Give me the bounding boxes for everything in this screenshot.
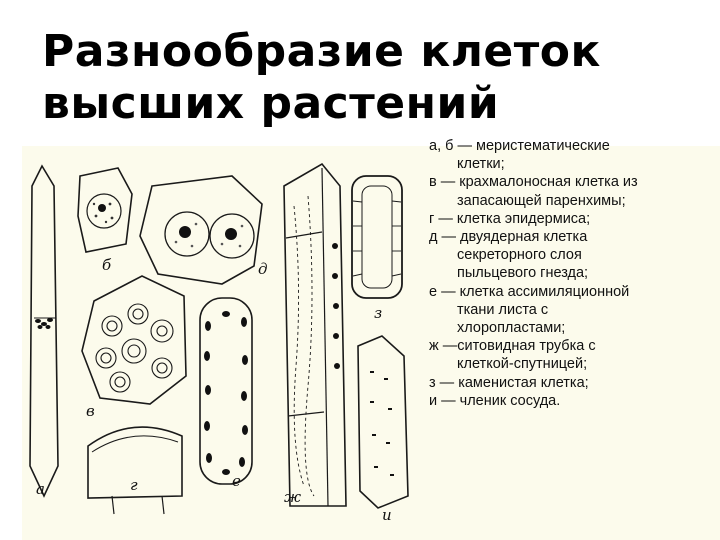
legend-item-a-b: а, б — меристематические клетки; <box>429 138 610 173</box>
label-b: б <box>102 256 112 274</box>
label-z: з <box>374 304 383 322</box>
legend-item-i: и — членик сосуда. <box>429 392 561 409</box>
legend-item-zh: ж —ситовидная трубка с клеткой-спутницей; <box>429 338 596 373</box>
cell-zh <box>284 164 346 506</box>
cell-d <box>140 176 262 284</box>
cell-b <box>78 168 132 252</box>
label-a: а <box>36 480 45 498</box>
cell-z <box>352 176 402 298</box>
cell-a-chromosomes <box>35 318 53 329</box>
cells-illustration <box>22 146 422 522</box>
label-e: е <box>232 472 241 490</box>
cell-g <box>88 427 182 514</box>
label-zh: ж <box>284 488 302 506</box>
legend-item-d: д — двуядерная клетка секреторного слоя пыльцевого гнезда; <box>429 229 589 282</box>
legend-item-g: г — клетка эпидермиса; <box>429 210 591 227</box>
cell-e <box>200 298 252 484</box>
cell-a <box>30 166 58 496</box>
label-v: в <box>86 402 95 420</box>
title-line-1: Разнообразие клеток <box>42 26 601 77</box>
legend-list <box>429 137 719 410</box>
label-g: г <box>130 476 138 494</box>
plant-cells-figure <box>22 146 422 522</box>
cell-i <box>358 336 408 508</box>
cell-v <box>82 276 186 404</box>
slide-title <box>42 26 662 130</box>
legend-item-v: в — крахмалоносная клетка из запасающей паренхимы; <box>429 174 638 209</box>
legend-item-e: е — клетка ассимиляционной ткани листа с хлоропластами; <box>429 283 630 337</box>
label-d: д <box>258 260 268 278</box>
title-line-2: высших растений <box>42 78 500 129</box>
legend-item-z: з — каменистая клетка; <box>429 374 589 391</box>
label-i: и <box>382 506 392 522</box>
